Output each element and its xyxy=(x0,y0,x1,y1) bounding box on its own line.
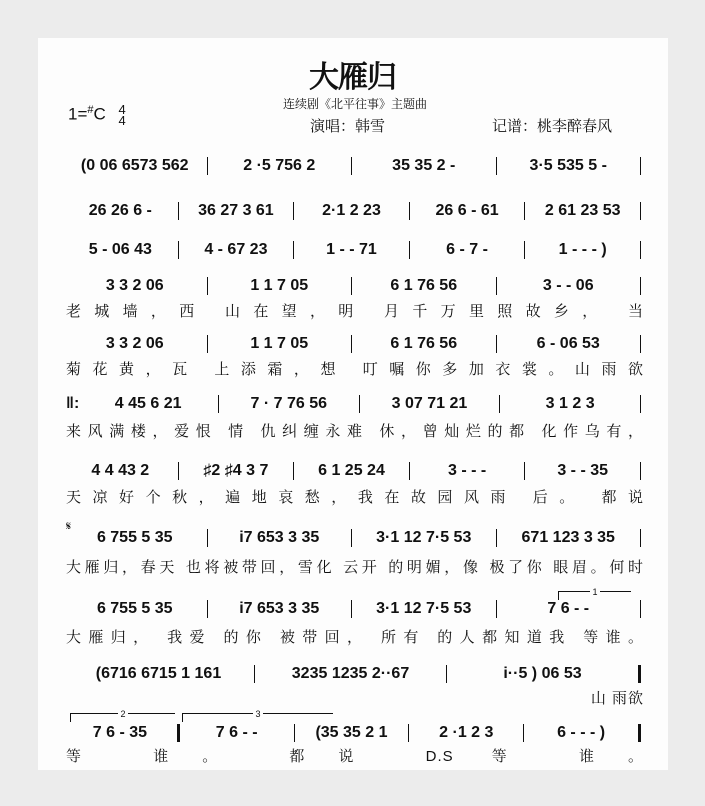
bar-line xyxy=(524,241,525,259)
measure: 6 1 25 24 xyxy=(318,462,385,479)
bar-line xyxy=(496,600,497,618)
measure: 3·1 12 7·5 53 xyxy=(376,529,472,546)
notation-row xyxy=(66,333,644,355)
measure: 3 1 2 3 xyxy=(545,395,595,412)
volta-2 xyxy=(70,709,175,722)
measure: (35 35 2 1 xyxy=(315,724,388,741)
measure: 3 3 2 06 xyxy=(105,277,164,294)
measure: 6 1 76 56 xyxy=(390,277,458,294)
segno-sign: 𝄋 xyxy=(66,519,72,533)
bar-line xyxy=(178,462,179,480)
bar-line xyxy=(254,665,255,683)
measure: 3235 1235 2··67 xyxy=(291,665,410,682)
measure: 2·1 2 23 xyxy=(322,202,381,219)
measure: 3·1 12 7·5 53 xyxy=(376,600,472,617)
notation-row xyxy=(66,663,644,685)
measure: 6 - 7 - xyxy=(446,241,488,258)
sharp-sign: # xyxy=(87,104,94,116)
bar-line xyxy=(351,277,352,295)
bar-line xyxy=(409,241,410,259)
notation-row xyxy=(66,460,644,482)
notation-row xyxy=(66,393,644,415)
measure: 7 · 7 76 56 xyxy=(250,395,328,412)
lyric-line: 老城墙，西 山在望，明 月千万里照故乡， 当 xyxy=(66,303,644,320)
volta-3 xyxy=(182,709,333,722)
bar-line xyxy=(294,724,295,742)
measure: i7 653 3 35 xyxy=(239,529,320,546)
key-note: C xyxy=(93,104,106,124)
bar-line xyxy=(496,157,497,175)
measure: 7 6 - - xyxy=(215,724,258,741)
measure: 6 - 06 53 xyxy=(536,335,600,352)
bar-line xyxy=(496,335,497,353)
bar-line xyxy=(640,395,641,413)
bar-line xyxy=(207,157,208,175)
measure: 2 61 23 53 xyxy=(544,202,621,219)
notation-row xyxy=(66,527,644,549)
measure: 26 6 - 61 xyxy=(435,202,499,219)
meter-bottom: 4 xyxy=(118,113,126,129)
measure: 7 6 - - xyxy=(547,600,590,617)
measure: 3 07 71 21 xyxy=(391,395,468,412)
notation-row xyxy=(66,275,644,297)
measure: ♯2 ♯4 3 7 xyxy=(203,462,269,479)
bar-line xyxy=(640,157,641,175)
bar-line xyxy=(640,600,641,618)
bar-line xyxy=(293,462,294,480)
measure: 1 - - - ) xyxy=(558,241,607,258)
bar-line xyxy=(446,665,447,683)
notation-row xyxy=(66,200,644,222)
bar-line xyxy=(640,335,641,353)
bar-line xyxy=(409,462,410,480)
bar-line xyxy=(293,202,294,220)
song-subtitle: 连续剧《北平往事》主题曲 xyxy=(282,97,427,111)
bar-line xyxy=(640,277,641,295)
lyric-line: 天凉好个秋，遍地哀愁，我在故园风雨 后。 都说 xyxy=(66,489,644,506)
time-signature xyxy=(118,102,126,129)
bar-line xyxy=(207,529,208,547)
bar-line xyxy=(409,202,410,220)
measure: 5 - 06 43 xyxy=(88,241,152,258)
measure: 7 6 - 35 xyxy=(92,724,148,741)
bar-line xyxy=(523,724,524,742)
lyric-line: 大雁归， 我爱 的你 被带回， 所有 的人都知道我 等谁。 xyxy=(66,629,644,646)
measure: 26 26 6 - xyxy=(88,202,152,219)
bar-line xyxy=(640,202,641,220)
measure: 1 1 7 05 xyxy=(250,277,309,294)
bar-line xyxy=(207,600,208,618)
repeat-start-sign: ‖: xyxy=(66,395,80,412)
measure: 6 755 5 35 xyxy=(96,529,173,546)
measure: 1 1 7 05 xyxy=(250,335,309,352)
volta-2-label: 2 xyxy=(120,709,126,719)
measure: (6716 6715 1 161 xyxy=(95,665,222,682)
measure: 4 4 43 2 xyxy=(91,462,150,479)
measure: 3 3 2 06 xyxy=(105,335,164,352)
lyric-line: 山 雨欲 xyxy=(590,690,644,707)
bar-line xyxy=(524,202,525,220)
bar-line xyxy=(638,724,641,742)
bar-line xyxy=(351,335,352,353)
measure: 671 123 3 35 xyxy=(521,529,615,546)
measure: 3 - - - xyxy=(447,462,487,479)
bar-line xyxy=(640,462,641,480)
bar-line xyxy=(178,202,179,220)
bar-line xyxy=(640,529,641,547)
bar-line xyxy=(638,665,641,683)
bar-line xyxy=(496,277,497,295)
measure: 4 - 67 23 xyxy=(204,241,268,258)
bar-line xyxy=(499,395,500,413)
bar-line xyxy=(524,462,525,480)
lyric-line: 来风满楼，爱恨 情 仇纠缠永难 休，曾灿烂的都 化作乌有， xyxy=(66,423,644,440)
bar-line xyxy=(351,157,352,175)
bar-line xyxy=(207,277,208,295)
bar-line xyxy=(207,335,208,353)
measure: i··5 ) 06 53 xyxy=(503,665,582,682)
measure: 6 1 76 56 xyxy=(390,335,458,352)
measure: 2 ·1 2 3 xyxy=(439,724,494,741)
key-label: 1= xyxy=(68,104,88,124)
song-title: 大雁归 xyxy=(309,60,396,95)
notation-row xyxy=(66,598,644,620)
bar-line xyxy=(640,241,641,259)
measure: 3 - - 06 xyxy=(542,277,594,294)
key-signature xyxy=(68,102,126,129)
meter-top: 4 xyxy=(118,102,126,118)
measure: 3·5 535 5 - xyxy=(529,157,607,174)
bar-line xyxy=(359,395,360,413)
notator-credit: 记谱：桃李醉春风 xyxy=(492,118,613,135)
measure: 1 - - 71 xyxy=(326,241,377,258)
volta-3-label: 3 xyxy=(255,709,261,719)
measure: 6 755 5 35 xyxy=(96,600,173,617)
bar-line xyxy=(178,241,179,259)
lyric-line: 大雁归，春天 也将被带回，雪化 云开 的明媚，像 极了你 眼眉。何时 xyxy=(66,559,644,576)
notation-row xyxy=(66,239,644,261)
singer-credit: 演唱：韩雪 xyxy=(310,118,386,135)
measure: 2 ·5 756 2 xyxy=(243,157,316,174)
volta-1 xyxy=(558,587,631,600)
lyric-line: 菊花黄，瓦 上添霜，想 叮嘱你多加衣裳。山雨欲 xyxy=(66,361,644,378)
bar-line xyxy=(496,529,497,547)
bar-line xyxy=(351,600,352,618)
measure: 35 35 2 - xyxy=(392,157,456,174)
measure: 4 45 6 21 xyxy=(114,395,182,412)
measure: i7 653 3 35 xyxy=(239,600,320,617)
bar-line xyxy=(218,395,219,413)
bar-line xyxy=(351,529,352,547)
bar-line xyxy=(293,241,294,259)
notation-row xyxy=(66,155,644,177)
notation-row xyxy=(66,722,644,744)
lyric-line: 等 谁。 都说 D.S 等 谁。 xyxy=(66,748,644,765)
measure: 36 27 3 61 xyxy=(198,202,274,219)
measure: 6 - - - ) xyxy=(557,724,606,741)
volta-1-label: 1 xyxy=(592,587,598,597)
measure: (0 06 6573 562 xyxy=(80,157,189,174)
bar-line xyxy=(177,724,180,742)
measure: 3 - - 35 xyxy=(557,462,609,479)
bar-line xyxy=(408,724,409,742)
